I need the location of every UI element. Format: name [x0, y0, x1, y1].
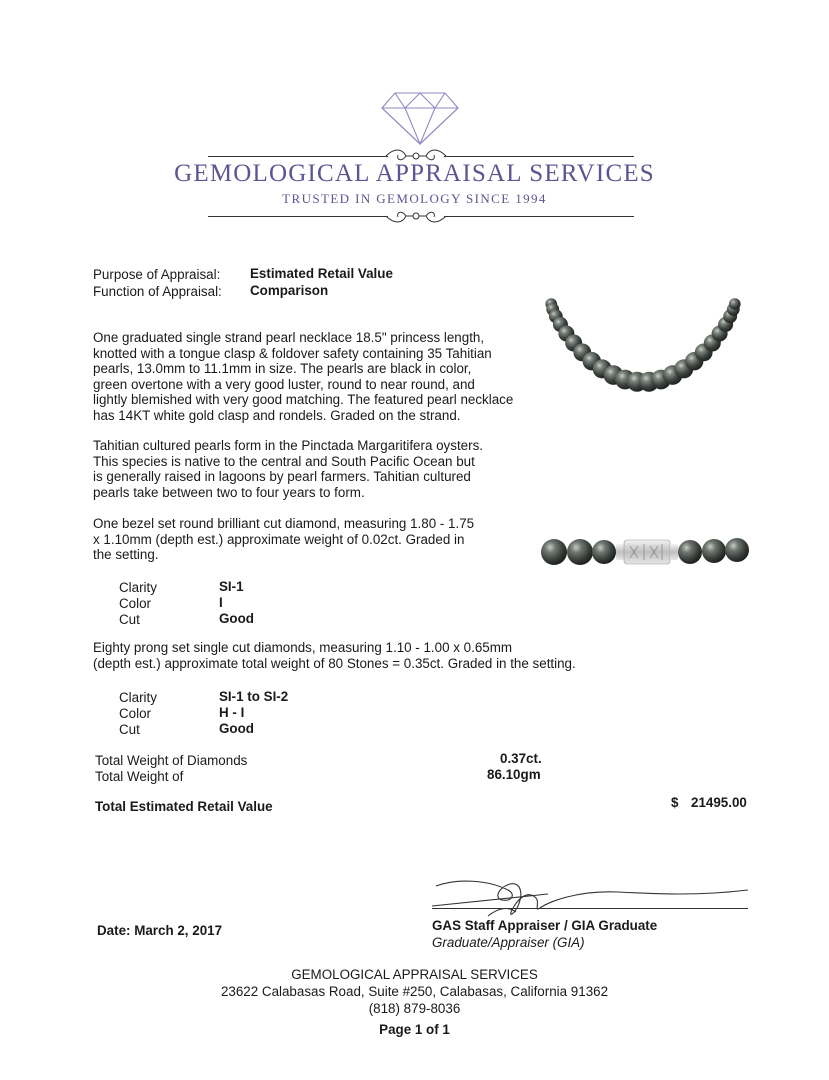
bezel-cut-value: Good — [219, 611, 254, 626]
clasp-pearl — [725, 538, 749, 562]
gold-clasp — [624, 540, 670, 564]
company-title: GEMOLOGICAL APPRAISAL SERVICES — [174, 160, 655, 187]
clasp-rondel — [670, 544, 678, 560]
description-paragraph — [93, 330, 523, 424]
pearl-clasp-photo — [540, 528, 750, 578]
clasp-pearl — [678, 540, 702, 564]
header-bottom-rule-right — [444, 216, 634, 217]
appraisal-date: Date: March 2, 2017 — [97, 923, 223, 938]
description-line: knotted with a tongue clasp & foldover safety containing 35 Tahitian — [93, 345, 492, 361]
description-line: pearls, 13.0mm to 11.1mm in size. The pearls are black in color, — [93, 361, 472, 377]
signature-line — [432, 908, 748, 909]
prong-cut-label: Cut — [119, 722, 140, 737]
diamond-logo-icon — [380, 90, 460, 146]
footer — [0, 966, 829, 1038]
bezel-cut-label: Cut — [119, 612, 140, 627]
footer-phone: (818) 879-8036 — [368, 1001, 461, 1016]
function-value: Comparison — [250, 283, 329, 298]
tahitian-line: Tahitian cultured pearls form in the Pinctada Margaritifera oysters. — [93, 438, 483, 453]
description-line: lightly blemished with very good matching. The featured pearl necklace — [93, 392, 514, 408]
clasp-rondel — [616, 544, 624, 560]
total-weight-label: Total Weight of — [95, 769, 184, 784]
tahitian-info-paragraph — [93, 438, 523, 500]
page-number: Page 1 of 1 — [379, 1022, 450, 1037]
purpose-label: Purpose of Appraisal: — [93, 267, 221, 282]
bezel-color-value: I — [219, 595, 223, 610]
total-retail-label: Total Estimated Retail Value — [95, 799, 273, 814]
footer-company: GEMOLOGICAL APPRAISAL SERVICES — [291, 967, 538, 982]
purpose-value: Estimated Retail Value — [250, 266, 393, 281]
tahitian-line: This species is native to the central and South Pacific Ocean but — [93, 453, 475, 469]
necklace-pearl — [729, 298, 741, 310]
bezel-diamond-paragraph — [93, 516, 523, 563]
prong-line: (depth est.) approximate total weight of 80 Stones = 0.35ct. Graded in the setting. — [93, 655, 576, 671]
signature-icon — [428, 872, 758, 924]
header-top-rule-right — [444, 156, 634, 157]
prong-clarity-value: SI-1 to SI-2 — [219, 689, 289, 704]
clasp-pearl — [592, 540, 616, 564]
bezel-clarity-value: SI-1 — [219, 579, 244, 594]
currency-symbol: $ — [671, 795, 679, 810]
appraiser-title: GAS Staff Appraiser / GIA Graduate — [432, 918, 658, 933]
prong-color-value: H - I — [219, 705, 245, 720]
total-retail-value: 21495.00 — [691, 795, 747, 810]
prong-clarity-label: Clarity — [119, 690, 157, 705]
bezel-line: x 1.10mm (depth est.) approximate weight of 0.02ct. Graded in — [93, 531, 465, 547]
bezel-color-label: Color — [119, 596, 151, 611]
appraiser-subtitle: Graduate/Appraiser (GIA) — [432, 935, 585, 950]
prong-cut-value: Good — [219, 721, 254, 736]
clasp-pearl — [567, 539, 593, 565]
bezel-clarity-label: Clarity — [119, 580, 157, 595]
tahitian-line: is generally raised in lagoons by pearl farmers. Tahitian cultured — [93, 469, 471, 485]
footer-address: 23622 Calabasas Road, Suite #250, Calabasas, California 91362 — [220, 984, 609, 999]
tahitian-line: pearls take between two to four years to form. — [93, 484, 365, 500]
flourish-bottom-icon — [384, 206, 448, 226]
prong-color-label: Color — [119, 706, 151, 721]
company-tagline: TRUSTED IN GEMOLOGY SINCE 1994 — [282, 191, 547, 206]
header-top-rule — [208, 156, 388, 157]
header-bottom-rule — [208, 216, 388, 217]
clasp-pearl — [541, 539, 567, 565]
function-label: Function of Appraisal: — [93, 284, 222, 299]
pearl-necklace-photo — [536, 292, 750, 397]
clasp-pearl — [702, 539, 726, 563]
description-line: One graduated single strand pearl necklace 18.5" princess length, — [93, 330, 485, 345]
total-diamonds-label: Total Weight of Diamonds — [95, 753, 248, 768]
bezel-line: the setting. — [93, 547, 159, 563]
bezel-line: One bezel set round brilliant cut diamond, measuring 1.80 - 1.75 — [93, 516, 475, 531]
prong-line: Eighty prong set single cut diamonds, measuring 1.10 - 1.00 x 0.65mm — [93, 640, 513, 655]
description-line: green overtone with a very good luster, round to near round, and — [93, 376, 475, 392]
total-weight-value: 86.10gm — [487, 767, 541, 782]
total-diamonds-value: 0.37ct. — [500, 751, 542, 766]
prong-diamonds-paragraph — [93, 640, 613, 671]
description-line: has 14KT white gold clasp and rondels. Graded on the strand. — [93, 407, 461, 423]
